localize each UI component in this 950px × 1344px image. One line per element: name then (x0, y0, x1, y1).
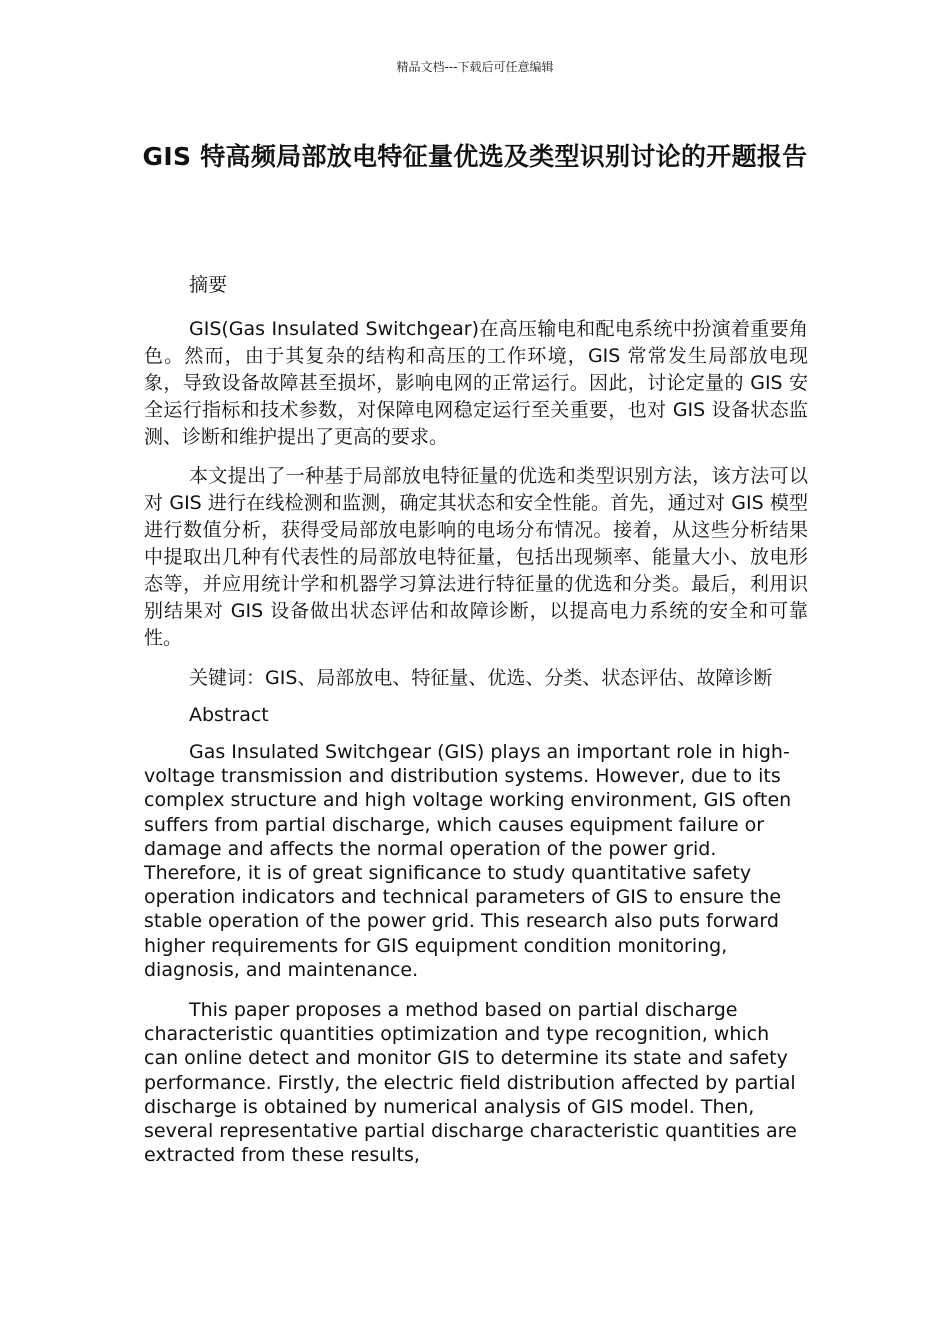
abstract-en-heading: Abstract (189, 704, 269, 726)
header-note: 精品文档---下载后可任意编辑 (396, 60, 554, 74)
abstract-en-paragraph-2: This paper proposes a method based on partial discharge characteristic quantities optimization and type recognition, which can online detect and monitor GIS to determine its state and safety performance. Firstly, the electric field distribution affected by partial discharge is obtained by numerical analysis of GIS model. Then, several representative partial discharge characteristic quantities are extracted from these results, (144, 999, 797, 1167)
abstract-cn-paragraph-2: 本文提出了一种基于局部放电特征量的优选和类型识别方法，该方法可以对 GIS 进行在线检测和监测，确定其状态和安全性能。首先，通过对 GIS 模型进行数值分析，获得受局部放电影响的电场分布情况。接着，从这些分析结果中提取出几种有代表性的局部放电特征量，包括出现频率、能量大小、放电形态等，并应用统计学和机器学习算法进行特征量的优选和分类。最后，利用识别结果对 GIS 设备做出状态评估和故障诊断，以提高电力系统的安全和可靠性。 (144, 465, 808, 649)
abstract-cn-heading: 摘要 (189, 274, 228, 296)
abstract-cn-paragraph-1: GIS(Gas Insulated Switchgear)在高压输电和配电系统中扮演着重要角色。然而，由于其复杂的结构和高压的工作环境，GIS 常常发生局部放电现象，导致设备故障甚至损坏，影响电网的正常运行。因此，讨论定量的 GIS 安全运行指标和技术参数，对保障电网稳定运行至关重要，也对 GIS 设备状态监测、诊断和维护提出了更高的要求。 (144, 318, 808, 448)
document-body (144, 271, 808, 1183)
abstract-en-paragraph-1: Gas Insulated Switchgear (GIS) plays an important role in high-voltage transmission and distribution systems. However, due to its complex structure and high voltage working environment, GIS often suffers from partial discharge, which causes equipment failure or damage and affects the normal operation of the power grid. Therefore, it is of great significance to study quantitative safety operation indicators and technical parameters of GIS to ensure the stable operation of the power grid. This research also puts forward higher requirements for GIS equipment condition monitoring, diagnosis, and maintenance. (144, 741, 792, 981)
document-title: GIS 特高频局部放电特征量优选及类型识别讨论的开题报告 (142, 142, 808, 171)
keywords-line: 关键词：GIS、局部放电、特征量、优选、分类、状态评估、故障诊断 (189, 667, 773, 689)
